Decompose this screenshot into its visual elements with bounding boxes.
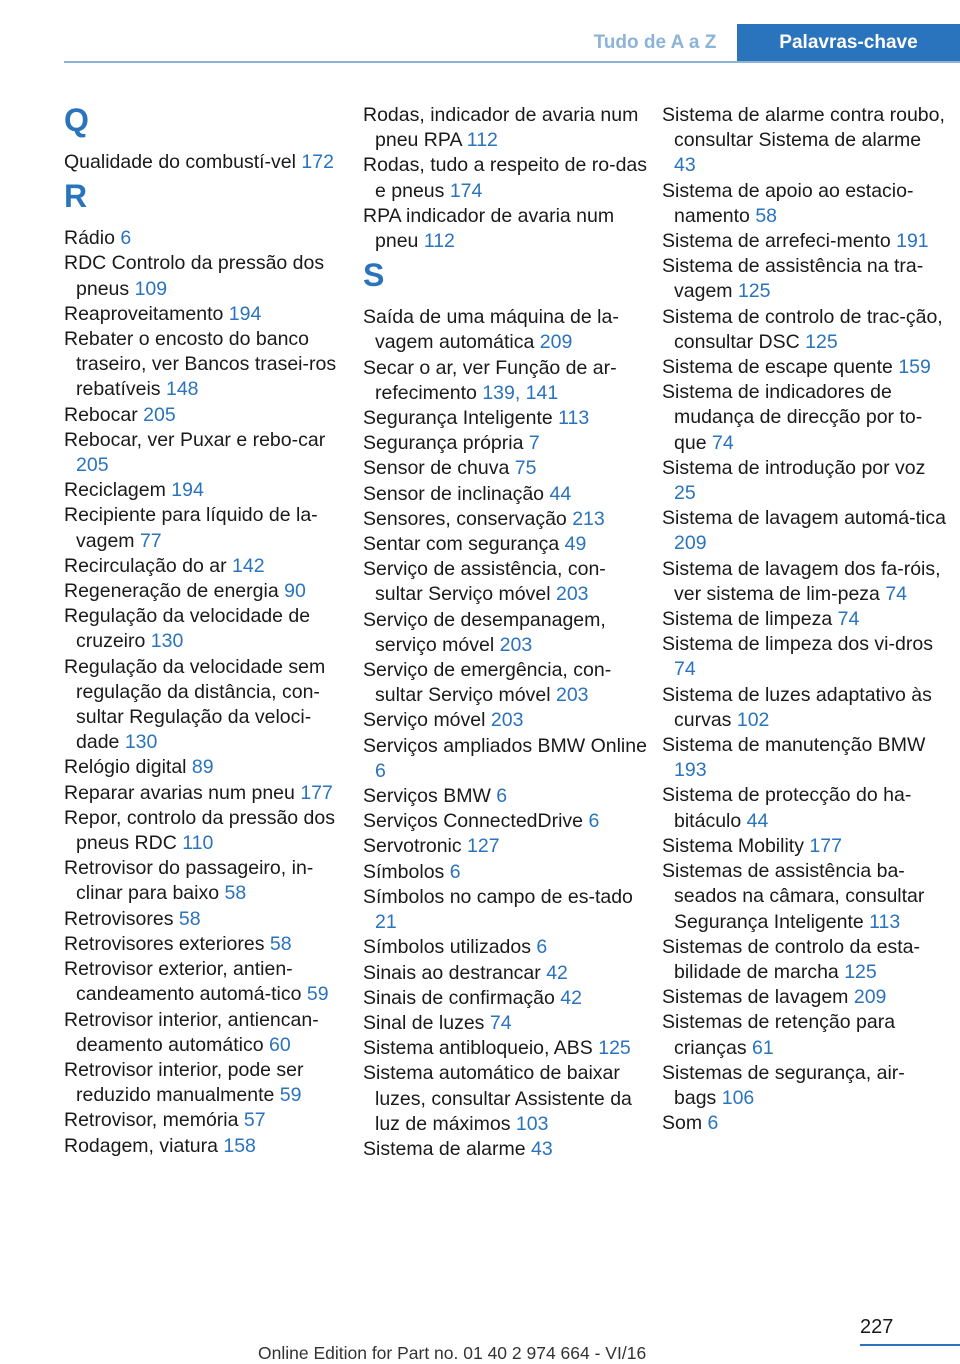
entry-page-link[interactable]: 127 [467, 835, 500, 858]
entry-text: Sistema de introdução por voz [662, 456, 926, 479]
entry-text: Rebocar [64, 403, 138, 426]
entry-text: Servotronic [363, 835, 462, 858]
entry-page-link[interactable]: 177 [300, 781, 333, 804]
index-entry [64, 1008, 349, 1058]
entry-text: Sistema de assistência na tra-vagem [662, 255, 924, 303]
index-entry [64, 856, 349, 906]
entry-text: Retrovisores [64, 907, 174, 930]
index-entry [363, 456, 648, 481]
entry-text: Retrovisor interior, pode ser reduzido manualmente [64, 1058, 304, 1107]
index-entry [662, 935, 947, 985]
entry-page-link[interactable]: 44 [549, 482, 572, 505]
entry-text: Reaproveitamento [64, 302, 224, 325]
entry-page-link[interactable]: 203 [499, 633, 533, 656]
entry-text: Sinais de confirmação [363, 986, 555, 1009]
entry-text: Regulação da velocidade de cruzeiro [64, 605, 311, 653]
entry-text: Reciclagem [64, 479, 166, 502]
entry-text: Secar o ar, ver Função de ar-refecimento [363, 356, 617, 404]
index-entry [363, 885, 648, 935]
entry-text: Sistemas de retenção para crianças [662, 1011, 896, 1059]
index-entry [64, 781, 349, 806]
index-entry [662, 254, 947, 304]
index-entry [662, 557, 947, 607]
entry-text: Sentar com segurança [363, 533, 560, 556]
entry-page-link[interactable]: 74 [674, 658, 696, 681]
entry-page-link[interactable]: 172 [301, 151, 334, 173]
index-entry [64, 907, 349, 932]
entry-text: Recipiente para líquido de la-vagem [64, 504, 318, 552]
entry-page-link[interactable]: 89 [191, 756, 214, 779]
entry-text: Relógio digital [64, 756, 187, 779]
entry-page-link[interactable]: 203 [555, 684, 589, 707]
index-entry [363, 658, 648, 708]
index-entry [363, 507, 648, 532]
entry-text: Símbolos no campo de es-tado [363, 885, 633, 908]
entry-page-link[interactable]: 148 [165, 378, 199, 401]
section-letter: R [64, 178, 88, 215]
entry-page-link[interactable]: 58 [178, 907, 201, 930]
entry-page-link[interactable]: 25 [674, 482, 696, 505]
index-entry [64, 478, 349, 503]
index-entry [662, 859, 947, 935]
entry-text: Sistemas de segurança, air-bags [662, 1061, 905, 1109]
index-entry [662, 179, 947, 229]
page-number-rule [860, 1344, 960, 1346]
entry-page-link[interactable]: 6 [536, 936, 548, 959]
index-entry [662, 607, 947, 632]
index-entry [363, 431, 648, 456]
section-letter: Q [64, 102, 89, 138]
entry-text: Rodagem, viatura [64, 1134, 218, 1157]
index-entry [64, 150, 349, 175]
index-entry [363, 834, 648, 859]
entry-text: Sistema de controlo de trac-ção, consultar DSC [662, 305, 943, 353]
entry-page-link[interactable]: 6 [449, 860, 461, 883]
entry-text: Sensor de inclinação [363, 482, 545, 505]
entry-page-link[interactable]: 191 [896, 230, 929, 253]
entry-text: Segurança Inteligente [363, 407, 553, 430]
index-entry [64, 251, 349, 301]
entry-page-link[interactable]: 57 [243, 1109, 266, 1132]
index-entry [363, 482, 648, 507]
entry-page-link[interactable]: 6 [375, 759, 386, 782]
entry-text: Sinais ao destrancar [363, 961, 541, 984]
entry-text: Sensores, conservação [363, 507, 567, 530]
entry-text: Rodas, tudo a respeito de ro-das e pneus [363, 154, 648, 202]
entry-page-link[interactable]: 125 [844, 960, 877, 983]
index-entry [64, 604, 349, 654]
entry-page-link[interactable]: 193 [674, 759, 707, 782]
index-entry [662, 355, 947, 380]
entry-text: Regulação da velocidade sem regulação da distância, con-sultar Regulação da veloci-dade [64, 655, 326, 754]
index-entry [64, 1134, 349, 1159]
entry-text: Retrovisores exteriores [64, 932, 265, 955]
entry-page-link[interactable]: 59 [306, 983, 329, 1006]
entry-text: Retrovisor exterior, antien-candeamento automá-tico [64, 958, 302, 1006]
entry-page-link[interactable]: 209 [539, 331, 573, 354]
entry-page-link[interactable]: 102 [736, 708, 770, 731]
entry-text: Serviços BMW [363, 785, 491, 808]
entry-page-link[interactable]: 159 [898, 356, 931, 379]
index-entry [662, 305, 947, 355]
entry-text: Sensor de chuva [363, 457, 510, 480]
index-entry [363, 103, 648, 153]
index-entry [662, 380, 947, 456]
entry-page-link[interactable]: 74 [837, 608, 860, 631]
entry-text: Sistema de luzes adaptativo às curvas [662, 683, 932, 731]
index-entry [662, 506, 947, 556]
entry-page-link[interactable]: 125 [805, 330, 838, 353]
entry-text: RDC Controlo da pressão dos pneus [64, 252, 325, 300]
section-tab[interactable]: Tudo de A a Z [593, 32, 717, 53]
entry-text: Regeneração de energia [64, 580, 279, 603]
index-entry [363, 1137, 648, 1162]
entry-page-link[interactable]: 21 [375, 911, 397, 934]
entry-text: Sistema antibloqueio, ABS [363, 1037, 593, 1060]
index-entry [662, 834, 947, 859]
entry-text: Rebater o encosto do banco traseiro, ver Bancos trasei-ros rebatíveis [64, 328, 337, 401]
entry-page-link[interactable]: 130 [124, 731, 158, 754]
entry-page-link[interactable]: 205 [76, 454, 109, 477]
entry-text: Retrovisor, memória [64, 1109, 239, 1132]
entry-page-link[interactable]: 203 [490, 709, 524, 732]
entry-text: Serviço móvel [363, 709, 486, 732]
entry-page-link[interactable]: 130 [150, 630, 184, 653]
entry-text: Símbolos utilizados [363, 936, 531, 959]
index-entry [64, 327, 349, 403]
index-entry [662, 1111, 947, 1136]
entry-text: Sistemas de controlo da esta-bilidade de marcha [662, 935, 920, 983]
entry-page-link[interactable]: 209 [674, 532, 707, 555]
index-entry [363, 305, 648, 355]
entry-text: Serviço de emergência, con-sultar Serviço móvel [363, 659, 612, 707]
entry-text: Sistema Mobility [662, 834, 804, 857]
entry-text: Sistema de escape quente [662, 356, 893, 379]
entry-page-link[interactable]: 6 [707, 1112, 719, 1135]
entry-page-link[interactable]: 174 [449, 179, 483, 202]
footer-edition-text: Online Edition for Part no. 01 40 2 974 664 - VI/16 [258, 1343, 647, 1363]
index-entry [662, 1010, 947, 1060]
entry-page-link[interactable]: 74 [489, 1011, 512, 1034]
section-letter: S [363, 257, 385, 294]
entry-page-link[interactable]: 60 [268, 1033, 291, 1056]
entry-text: Sistema de protecção do ha-bitáculo [662, 784, 912, 832]
entry-page-link[interactable]: 59 [279, 1084, 302, 1107]
index-entry [64, 655, 349, 756]
entry-text: Saída de uma máquina de la-vagem automática [363, 306, 619, 354]
index-entry [662, 783, 947, 833]
entry-text: Sinal de luzes [363, 1011, 485, 1034]
entry-page-link[interactable]: 44 [746, 809, 769, 832]
index-entry [363, 204, 648, 254]
entry-page-link[interactable]: 42 [560, 986, 582, 1009]
entry-text: Retrovisor do passageiro, in-clinar para baixo [64, 857, 314, 905]
index-entry [64, 957, 349, 1007]
index-entry [363, 1011, 648, 1036]
index-entry [64, 755, 349, 780]
entry-page-link[interactable]: 113 [558, 407, 590, 430]
entry-text: Símbolos [363, 860, 445, 883]
entry-text: Recirculação do ar [64, 554, 227, 577]
index-entry [363, 406, 648, 431]
entry-text: Sistema de arrefeci-mento [662, 230, 891, 253]
index-column-2 [363, 103, 648, 1162]
entry-text: Sistema de limpeza [662, 608, 833, 631]
index-entry [64, 554, 349, 579]
entry-text: Serviços ConnectedDrive [363, 810, 584, 833]
entry-text: Sistema automático de baixar luzes, consultar Assistente da luz de máximos [363, 1062, 632, 1135]
entry-page-link[interactable]: 58 [755, 204, 778, 227]
page-number: 227 [860, 1316, 894, 1338]
entry-text: Qualidade do combustí-vel [64, 151, 296, 173]
index-entry [363, 1061, 648, 1137]
entry-page-link[interactable]: 6 [588, 810, 600, 833]
current-section-tab[interactable]: Palavras-chave [737, 24, 960, 62]
entry-text: RPA indicador de avaria num pneu [363, 204, 615, 253]
entry-page-link[interactable]: 74 [885, 582, 908, 605]
entry-page-link[interactable]: 75 [514, 457, 537, 480]
entry-text: Sistema de manutenção BMW [662, 734, 926, 757]
entry-page-link[interactable]: 42 [546, 961, 568, 984]
entry-page-link[interactable]: 109 [134, 277, 168, 300]
index-entry [662, 683, 947, 733]
index-entry [363, 608, 648, 658]
entry-text: Sistema de lavagem automá-tica [662, 507, 946, 530]
index-entry [662, 456, 947, 506]
entry-page-link[interactable]: 158 [223, 1134, 256, 1157]
entry-text: Sistema de indicadores de mudança de direcção por to-que [662, 381, 923, 454]
index-entry [662, 985, 947, 1010]
index-entry [363, 356, 648, 406]
index-entry [662, 103, 947, 179]
entry-text: Reparar avarias num pneu [64, 781, 295, 804]
entry-page-link[interactable]: 43 [674, 154, 696, 177]
entry-page-link[interactable]: 213 [572, 507, 605, 530]
index-column-1 [64, 103, 349, 1159]
index-column-3 [662, 103, 947, 1136]
entry-page-link[interactable]: 125 [598, 1037, 631, 1060]
entry-text: Rebocar, ver Puxar e rebo-car [64, 428, 326, 451]
entry-text: Repor, controlo da pressão dos pneus RDC [64, 806, 336, 855]
entry-page-link[interactable]: 203 [555, 583, 589, 606]
entry-page-link[interactable]: 49 [564, 533, 587, 556]
entry-page-link[interactable]: 7 [528, 432, 540, 455]
entry-text: Serviço de desempanagem, serviço móvel [363, 608, 606, 656]
index-entry [363, 734, 648, 784]
entry-text: Sistema de alarme [363, 1137, 526, 1160]
index-entry [662, 1061, 947, 1111]
entry-page-link[interactable]: 209 [853, 986, 887, 1009]
index-entry [363, 557, 648, 607]
index-entry [363, 986, 648, 1011]
index-entry [363, 532, 648, 557]
index-entry [662, 229, 947, 254]
index-entry [64, 503, 349, 553]
entry-page-link[interactable]: 61 [752, 1036, 774, 1059]
index-entry [64, 403, 349, 428]
entry-page-link[interactable]: 6 [496, 785, 508, 808]
entry-page-link[interactable]: 90 [284, 580, 306, 603]
index-entry [662, 733, 947, 783]
entry-text: Retrovisor interior, antiencan-deamento automático [64, 1008, 319, 1056]
index-entry [64, 428, 349, 478]
entry-page-link[interactable]: 6 [120, 227, 132, 250]
index-entry [363, 961, 648, 986]
entry-page-link[interactable]: 112 [423, 230, 455, 253]
index-entry [64, 932, 349, 957]
entry-text: Sistema de lavagem dos fa-róis, ver sistema de lim-peza [662, 557, 941, 605]
entry-page-link[interactable]: 77 [139, 529, 162, 552]
entry-page-link[interactable]: 106 [721, 1086, 755, 1109]
index-entry [363, 1036, 648, 1061]
index-entry [363, 860, 648, 885]
index-entry [662, 632, 947, 682]
entry-page-link[interactable]: 194 [228, 302, 262, 325]
page-header [0, 24, 960, 62]
entry-page-link[interactable]: 74 [711, 431, 734, 454]
index-entry [363, 708, 648, 733]
index-entry [64, 1108, 349, 1133]
entry-text: Sistemas de lavagem [662, 986, 849, 1009]
entry-page-link[interactable]: 177 [809, 834, 842, 857]
index-entry [64, 226, 349, 251]
entry-text: Som [662, 1112, 703, 1135]
entry-page-link[interactable]: 113 [869, 910, 901, 933]
entry-text: Sistema de alarme contra roubo, consultar Sistema de alarme [662, 104, 945, 152]
entry-page-link[interactable]: 110 [182, 832, 214, 855]
index-entry [363, 153, 648, 203]
entry-page-link[interactable]: 103 [515, 1112, 549, 1135]
index-entry [64, 806, 349, 856]
index-entry [64, 1058, 349, 1108]
entry-text: Sistema de apoio ao estacio-namento [662, 179, 914, 227]
entry-text: Serviços ampliados BMW Online [363, 734, 647, 757]
entry-page-link[interactable]: 58 [269, 932, 292, 955]
entry-text: Segurança própria [363, 432, 524, 455]
entry-page-link[interactable]: 43 [531, 1137, 553, 1160]
entry-page-link[interactable]: 142 [232, 554, 265, 577]
entry-page-link[interactable]: 194 [171, 479, 204, 502]
header-divider [64, 61, 960, 63]
index-entry [363, 935, 648, 960]
index-entry [363, 784, 648, 809]
entry-page-link[interactable]: 125 [737, 280, 771, 303]
index-entry [64, 579, 349, 604]
entry-page-link[interactable]: 205 [143, 403, 176, 426]
entry-page-link[interactable]: 112 [466, 129, 498, 152]
entry-text: Serviço de assistência, con-sultar Serviço móvel [363, 558, 606, 606]
entry-text: Sistema de limpeza dos vi-dros [662, 633, 933, 656]
entry-text: Sistemas de assistência ba-seados na câmara, consultar Segurança Inteligente [662, 860, 925, 933]
index-entry [64, 302, 349, 327]
index-entry [363, 809, 648, 834]
entry-text: Rádio [64, 227, 115, 250]
entry-text: Rodas, indicador de avaria num pneu RPA [363, 104, 639, 152]
entry-page-link[interactable]: 58 [224, 882, 247, 905]
entry-page-link[interactable]: 139, 141 [482, 381, 559, 404]
